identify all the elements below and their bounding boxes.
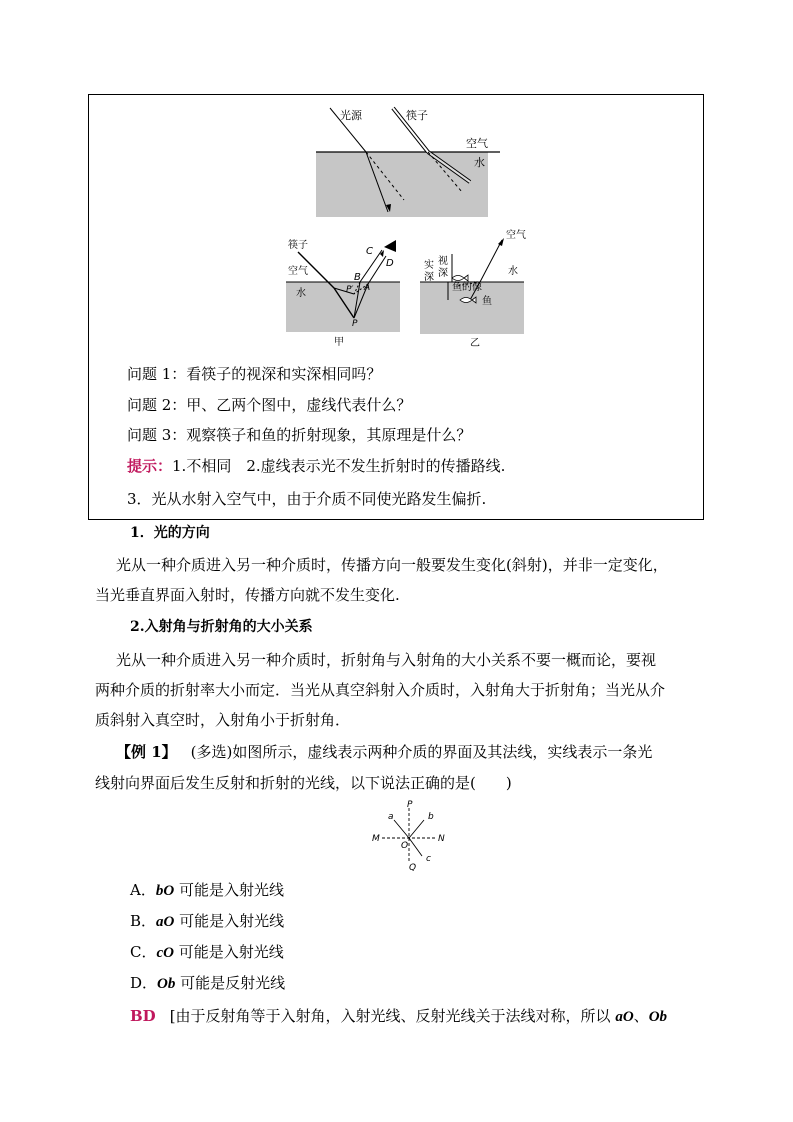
option-letter: B． — [130, 912, 157, 930]
question-1: 问题 1：看筷子的视深和实深相同吗？ — [127, 365, 382, 383]
option-text: 可能是入射光线 — [174, 912, 285, 930]
hint-text: 1.不相同 2.虚线表示光不发生折射时的传播路线. — [172, 457, 506, 475]
section1-heading: 1．光的方向 — [130, 525, 210, 541]
fig-label-P: P — [407, 800, 413, 810]
question-3: 问题 3：观察筷子和鱼的折射现象，其原理是什么？ — [127, 426, 472, 444]
label-chopsticks-jia: 筷子 — [288, 240, 308, 251]
hint-line-2: 3．光从水射入空气中，由于介质不同使光路发生偏折. — [127, 490, 487, 508]
hint-label: 提示： — [127, 457, 173, 475]
fig-label-Q: Q — [409, 863, 417, 873]
option-letter: D． — [130, 974, 158, 992]
option-var: cO — [156, 945, 174, 961]
answer-var-2: Ob — [648, 1009, 668, 1025]
fig-label-a: a — [388, 812, 394, 822]
label-fish: 鱼 — [482, 296, 492, 307]
section1-para-2: 当光垂直界面入射时，传播方向就不发生变化. — [95, 586, 400, 604]
section1-para-1: 光从一种介质进入另一种介质时，传播方向一般要发生变化(斜射)，并非一定变化， — [116, 556, 668, 574]
option-D[interactable] — [130, 973, 285, 994]
example-text-1: (多选)如图所示，虚线表示两种介质的界面及其法线，实线表示一条光 — [190, 743, 653, 761]
label-B: B — [354, 272, 361, 283]
caption-jia: 甲 — [334, 337, 344, 348]
section2-para-3: 质斜射入真空时，入射角小于折射角． — [95, 711, 351, 729]
question-2: 问题 2：甲、乙两个图中，虚线代表什么？ — [127, 396, 412, 414]
label-apparent-depth: 视深 — [438, 256, 448, 279]
option-text: 可能是入射光线 — [174, 881, 284, 899]
example-line-2: 线射向界面后发生反射和折射的光线，以下说法正确的是( ) — [95, 774, 512, 792]
option-text: 可能是入射光线 — [173, 943, 284, 961]
label-light-source: 光源 — [340, 109, 362, 122]
figure-yi — [418, 226, 530, 350]
answer-var-1: aO — [615, 1009, 634, 1025]
answer-line — [130, 1006, 667, 1027]
label-P: P — [352, 319, 358, 329]
figure-refraction-top — [300, 100, 510, 222]
caption-yi: 乙 — [470, 338, 480, 349]
label-P-prime: P′ — [346, 285, 354, 295]
label-chopsticks: 筷子 — [406, 109, 428, 122]
label-A: A — [364, 283, 371, 293]
figure-jia — [280, 230, 410, 350]
section2-para-2: 两种介质的折射率大小而定．当光从真空斜射入介质时，入射角大于折射角；当光从介 — [95, 681, 666, 699]
label-water-jia: 水 — [296, 288, 306, 299]
example-line-1 — [116, 742, 652, 762]
label-air-jia: 空气 — [288, 266, 308, 277]
label-air-yi: 空气 — [506, 230, 526, 241]
label-water-yi: 水 — [508, 266, 518, 277]
fig-label-O: O — [401, 841, 409, 851]
fig-label-M: M — [372, 834, 380, 844]
label-air: 空气 — [466, 137, 488, 150]
fig-label-b: b — [428, 812, 434, 822]
example-label: 【例 1】 — [116, 743, 177, 761]
label-fish-image: 鱼的像 — [452, 282, 482, 293]
answer-letters: BD — [130, 1007, 156, 1025]
option-var: bO — [155, 883, 175, 899]
answer-text: [由于反射角等于入射角，入射光线、反射光线关于法线对称，所以 — [169, 1007, 611, 1025]
fig-label-N: N — [438, 834, 445, 844]
answer-sep: 、 — [633, 1007, 649, 1025]
fig-label-c: c — [426, 854, 431, 864]
option-letter: C． — [130, 943, 157, 961]
section2-heading: 2.入射角与折射角的大小关系 — [130, 619, 313, 635]
option-letter: A． — [130, 881, 156, 899]
label-real-depth: 实深 — [424, 260, 434, 283]
label-water: 水 — [474, 156, 485, 169]
section2-para-1: 光从一种介质进入另一种介质时，折射角与入射角的大小关系不要一概而论，要视 — [116, 651, 657, 669]
label-C: C — [366, 246, 373, 257]
option-text: 可能是反射光线 — [175, 974, 286, 992]
option-C[interactable] — [130, 942, 284, 963]
option-var: Ob — [157, 976, 176, 992]
label-D: D — [386, 258, 394, 269]
option-B[interactable] — [130, 911, 284, 932]
hint-line-1 — [127, 456, 505, 476]
option-A[interactable] — [130, 880, 284, 901]
option-var: aO — [156, 914, 175, 930]
figure-example — [370, 798, 460, 874]
